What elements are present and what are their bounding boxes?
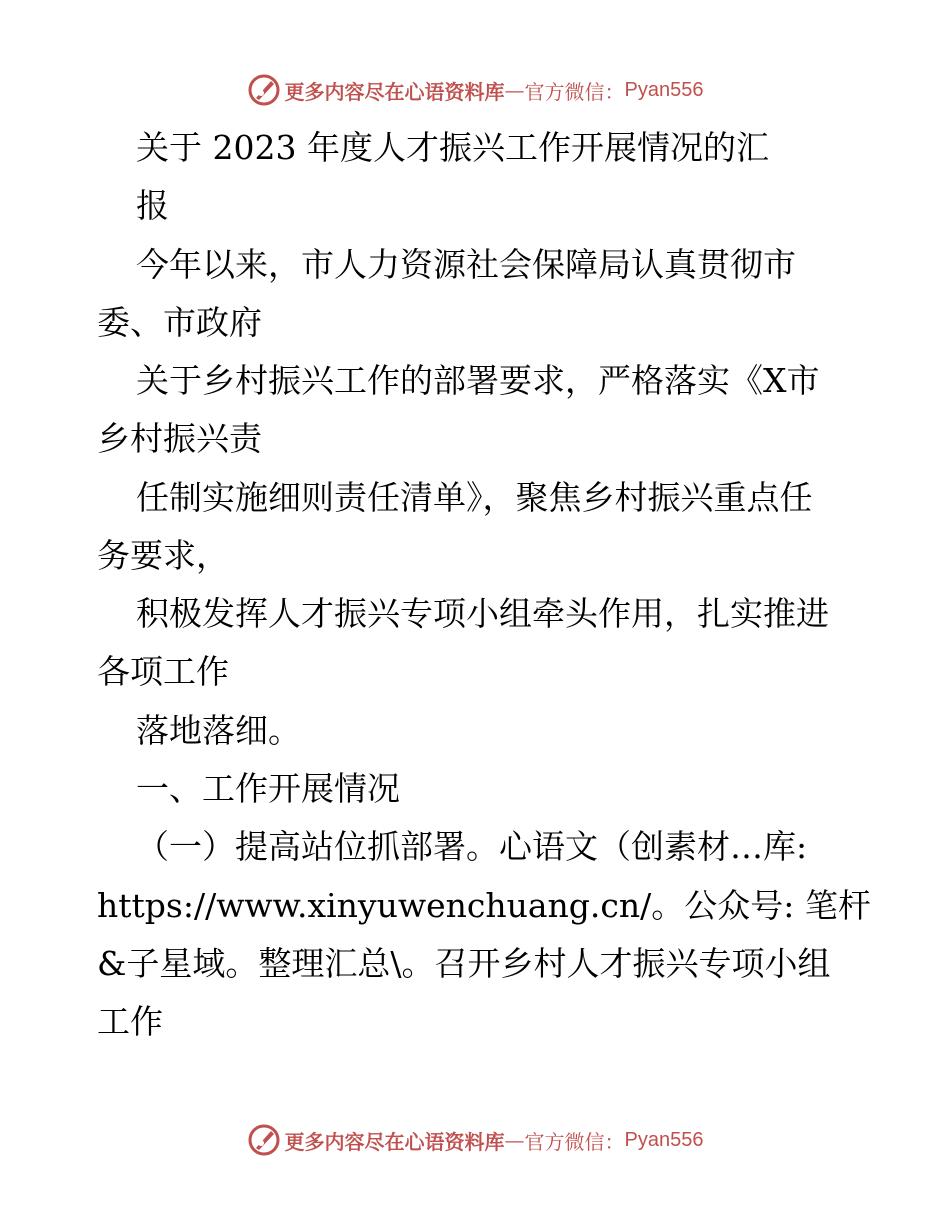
watermark-label: 官方微信： xyxy=(524,79,625,104)
quill-logo-icon xyxy=(247,73,281,107)
doc-paragraph-line: 务要求， xyxy=(97,536,229,575)
header-watermark xyxy=(0,70,950,110)
quill-logo-icon xyxy=(247,1123,281,1157)
footer-watermark xyxy=(0,1120,950,1160)
doc-title-line-1: 关于 2023 年度人才振兴工作开展情况的汇 xyxy=(136,128,769,167)
watermark-brand: 更多内容尽在心语资料库 xyxy=(284,79,505,104)
doc-paragraph-line: 乡村振兴责 xyxy=(97,419,262,458)
doc-paragraph-line: 今年以来，市人力资源社会保障局认真贯彻市 xyxy=(136,245,796,284)
doc-paragraph-line: https://www.xinyuwenchuang.cn/。公众号: 笔杆 xyxy=(97,886,871,925)
doc-paragraph-line: 任制实施细则责任清单》，聚焦乡村振兴重点任 xyxy=(136,478,813,517)
doc-paragraph-line: 工作 xyxy=(97,1002,163,1041)
watermark-brand: 更多内容尽在心语资料库 xyxy=(284,1129,505,1154)
watermark-dash: — xyxy=(504,78,525,102)
doc-paragraph-line: 关于乡村振兴工作的部署要求，严格落实《X市 xyxy=(136,361,820,400)
doc-paragraph-line: 落地落细。 xyxy=(136,711,301,750)
doc-paragraph-line: 委、市政府 xyxy=(97,303,262,342)
section-heading: 一、工作开展情况 xyxy=(136,769,400,808)
doc-paragraph-line: 积极发挥人才振兴专项小组牵头作用，扎实推进 xyxy=(136,594,829,633)
doc-paragraph-line: &子星域。整理汇总\。召开乡村人才振兴专项小组 xyxy=(97,944,831,983)
doc-paragraph-line: 各项工作 xyxy=(97,652,229,691)
watermark-dash: — xyxy=(504,1128,525,1152)
watermark-wechat-id: Pyan556 xyxy=(624,78,704,101)
watermark-label: 官方微信： xyxy=(524,1129,625,1154)
doc-paragraph-line: （一）提高站位抓部署。心语文（创素材…库: xyxy=(136,827,808,866)
watermark-wechat-id: Pyan556 xyxy=(624,1128,704,1151)
doc-title-line-2: 报 xyxy=(136,186,169,225)
